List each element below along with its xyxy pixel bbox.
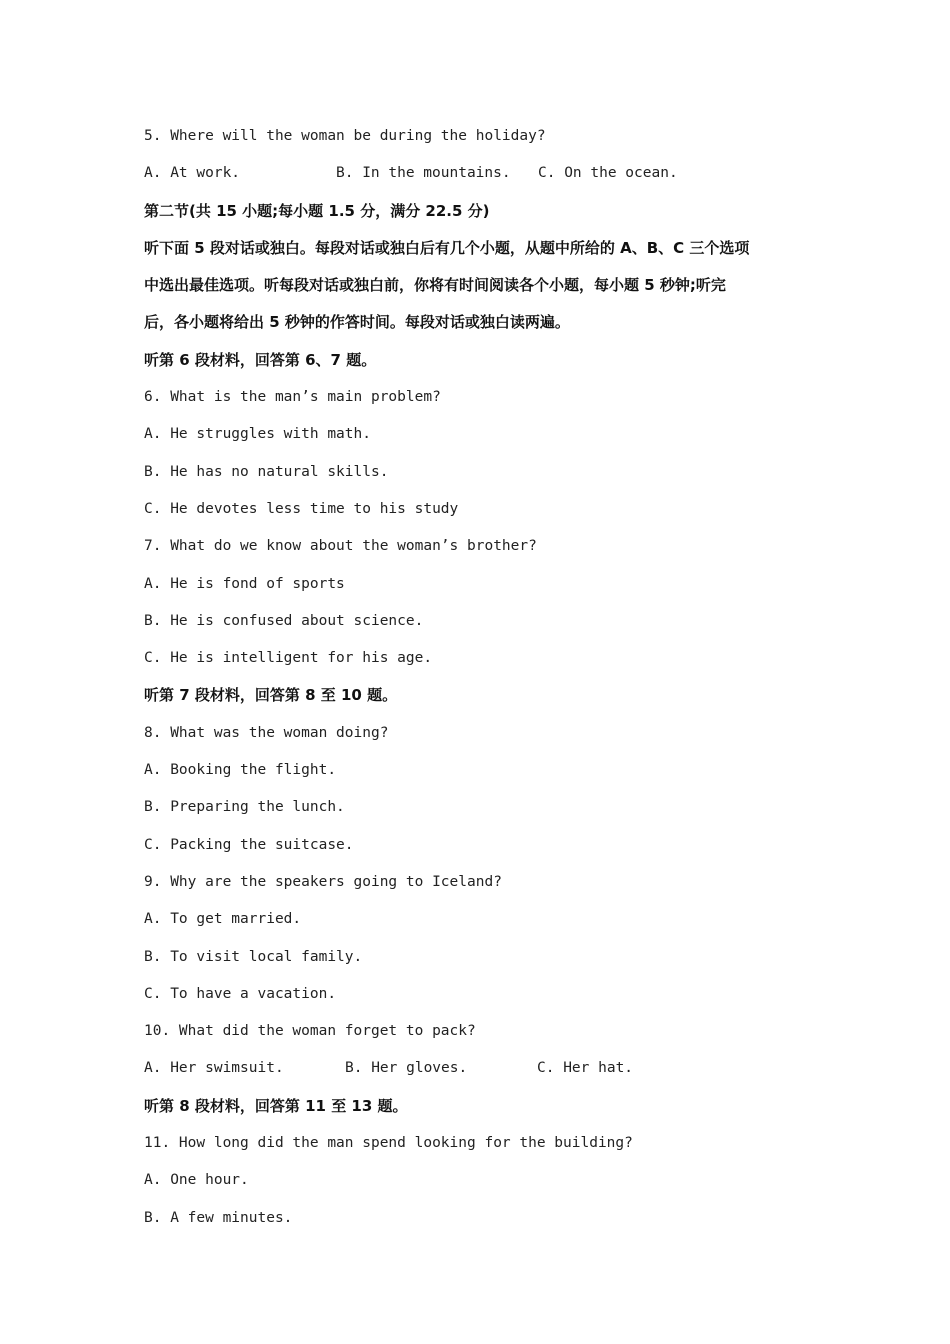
material-6-heading: 听第 6 段材料，回答第 6、7 题。 <box>144 350 377 369</box>
question-7: 7. What do we know about the woman’s brother? <box>144 538 537 555</box>
material-7-heading: 听第 7 段材料，回答第 8 至 10 题。 <box>144 686 398 705</box>
section-2-instructions-line-1: 听下面 5 段对话或独白。每段对话或独白后有几个小题，从题中所给的 A、B、C 三个选项 <box>144 238 750 257</box>
question-11-option-b: B. A few minutes. <box>144 1209 293 1226</box>
question-9: 9. Why are the speakers going to Iceland? <box>144 873 502 890</box>
section-2-heading: 第二节(共 15 小题;每小题 1.5 分，满分 22.5 分) <box>144 201 490 220</box>
question-6-option-a: A. He struggles with math. <box>144 426 371 443</box>
option-c: C. Her hat. <box>537 1060 634 1077</box>
section-2-instructions-line-2: 中选出最佳选项。听每段对话或独白前，你将有时间阅读各个小题，每小题 5 秒钟;听完 <box>144 276 726 295</box>
question-8-option-a: A. Booking the flight. <box>144 762 337 779</box>
question-5-options <box>144 155 814 192</box>
question-6-option-c: C. He devotes less time to his study <box>144 500 459 517</box>
question-8-option-c: C. Packing the suitcase. <box>144 836 354 853</box>
option-a: A. Her swimsuit. <box>144 1060 284 1077</box>
question-9-option-b: B. To visit local family. <box>144 948 363 965</box>
material-8-heading: 听第 8 段材料，回答第 11 至 13 题。 <box>144 1096 408 1115</box>
question-10: 10. What did the woman forget to pack? <box>144 1023 476 1040</box>
option-b: B. In the mountains. <box>336 165 511 182</box>
question-8: 8. What was the woman doing? <box>144 724 389 741</box>
option-c: C. On the ocean. <box>538 165 678 182</box>
question-11: 11. How long did the man spend looking for the building? <box>144 1135 633 1152</box>
question-10-options <box>144 1050 814 1087</box>
question-6: 6. What is the man’s main problem? <box>144 389 441 406</box>
question-11-option-a: A. One hour. <box>144 1172 249 1189</box>
option-a: A. At work. <box>144 165 241 182</box>
option-b: B. Her gloves. <box>345 1060 468 1077</box>
question-6-option-b: B. He has no natural skills. <box>144 463 389 480</box>
question-7-option-c: C. He is intelligent for his age. <box>144 650 433 667</box>
question-9-option-c: C. To have a vacation. <box>144 985 337 1002</box>
question-7-option-b: B. He is confused about science. <box>144 612 424 629</box>
question-5: 5. Where will the woman be during the holiday? <box>144 128 546 144</box>
question-9-option-a: A. To get married. <box>144 911 302 928</box>
question-7-option-a: A. He is fond of sports <box>144 575 345 592</box>
exam-page <box>144 118 814 1237</box>
section-2-instructions-line-3: 后，各小题将给出 5 秒钟的作答时间。每段对话或独白读两遍。 <box>144 313 570 332</box>
question-8-option-b: B. Preparing the lunch. <box>144 799 345 816</box>
